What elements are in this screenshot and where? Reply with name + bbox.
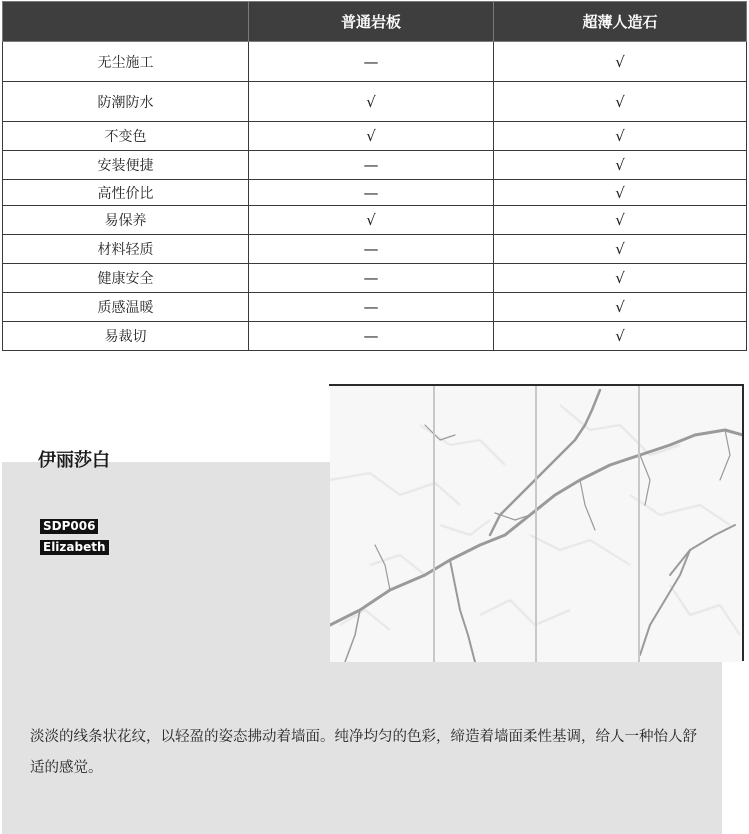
header-ultra-thin-stone: 超薄人造石 bbox=[494, 2, 747, 42]
product-description: 淡淡的线条状花纹，以轻盈的姿态拂动着墙面。纯净均匀的色彩，缔造着墙面柔性基调，给人一种怡人舒适的感觉。 bbox=[30, 729, 697, 776]
table-row bbox=[3, 122, 747, 151]
table-row bbox=[3, 180, 747, 206]
header-feature bbox=[3, 2, 249, 42]
table-row bbox=[3, 293, 747, 322]
ultra-value-cell: √ bbox=[494, 322, 747, 351]
normal-value-cell: √ bbox=[249, 82, 494, 122]
product-panel-background bbox=[2, 462, 330, 663]
table-header-row bbox=[3, 2, 747, 42]
feature-cell: 无尘施工 bbox=[3, 42, 249, 82]
image-frame-right bbox=[742, 384, 744, 661]
ultra-value-cell: √ bbox=[494, 180, 747, 206]
feature-cell: 防潮防水 bbox=[3, 82, 249, 122]
feature-cell: 安装便捷 bbox=[3, 151, 249, 180]
ultra-value-cell: √ bbox=[494, 151, 747, 180]
normal-value-cell: √ bbox=[249, 122, 494, 151]
normal-value-cell: — bbox=[249, 293, 494, 322]
normal-value-cell: — bbox=[249, 180, 494, 206]
table-row bbox=[3, 206, 747, 235]
feature-cell: 健康安全 bbox=[3, 264, 249, 293]
table-row bbox=[3, 322, 747, 351]
table-row bbox=[3, 82, 747, 122]
normal-value-cell: — bbox=[249, 151, 494, 180]
product-title: 伊丽莎白 bbox=[38, 450, 110, 471]
table-row bbox=[3, 235, 747, 264]
normal-value-cell: — bbox=[249, 235, 494, 264]
feature-cell: 质感温暖 bbox=[3, 293, 249, 322]
ultra-value-cell: √ bbox=[494, 264, 747, 293]
normal-value-cell: — bbox=[249, 264, 494, 293]
normal-value-cell: — bbox=[249, 322, 494, 351]
product-name-tag: Elizabeth bbox=[40, 540, 109, 555]
image-frame-top bbox=[329, 384, 744, 386]
ultra-value-cell: √ bbox=[494, 293, 747, 322]
ultra-value-cell: √ bbox=[494, 122, 747, 151]
marble-sample-image bbox=[330, 385, 743, 662]
feature-cell: 易裁切 bbox=[3, 322, 249, 351]
table-row bbox=[3, 264, 747, 293]
feature-cell: 材料轻质 bbox=[3, 235, 249, 264]
ultra-value-cell: √ bbox=[494, 82, 747, 122]
normal-value-cell: √ bbox=[249, 206, 494, 235]
feature-cell: 不变色 bbox=[3, 122, 249, 151]
ultra-value-cell: √ bbox=[494, 206, 747, 235]
normal-value-cell: — bbox=[249, 42, 494, 82]
feature-cell: 高性价比 bbox=[3, 180, 249, 206]
product-code-tag: SDP006 bbox=[40, 519, 98, 534]
ultra-value-cell: √ bbox=[494, 42, 747, 82]
table-row bbox=[3, 151, 747, 180]
table-row bbox=[3, 42, 747, 82]
ultra-value-cell: √ bbox=[494, 235, 747, 264]
feature-cell: 易保养 bbox=[3, 206, 249, 235]
header-normal-slab: 普通岩板 bbox=[249, 2, 494, 42]
comparison-table bbox=[2, 1, 747, 351]
